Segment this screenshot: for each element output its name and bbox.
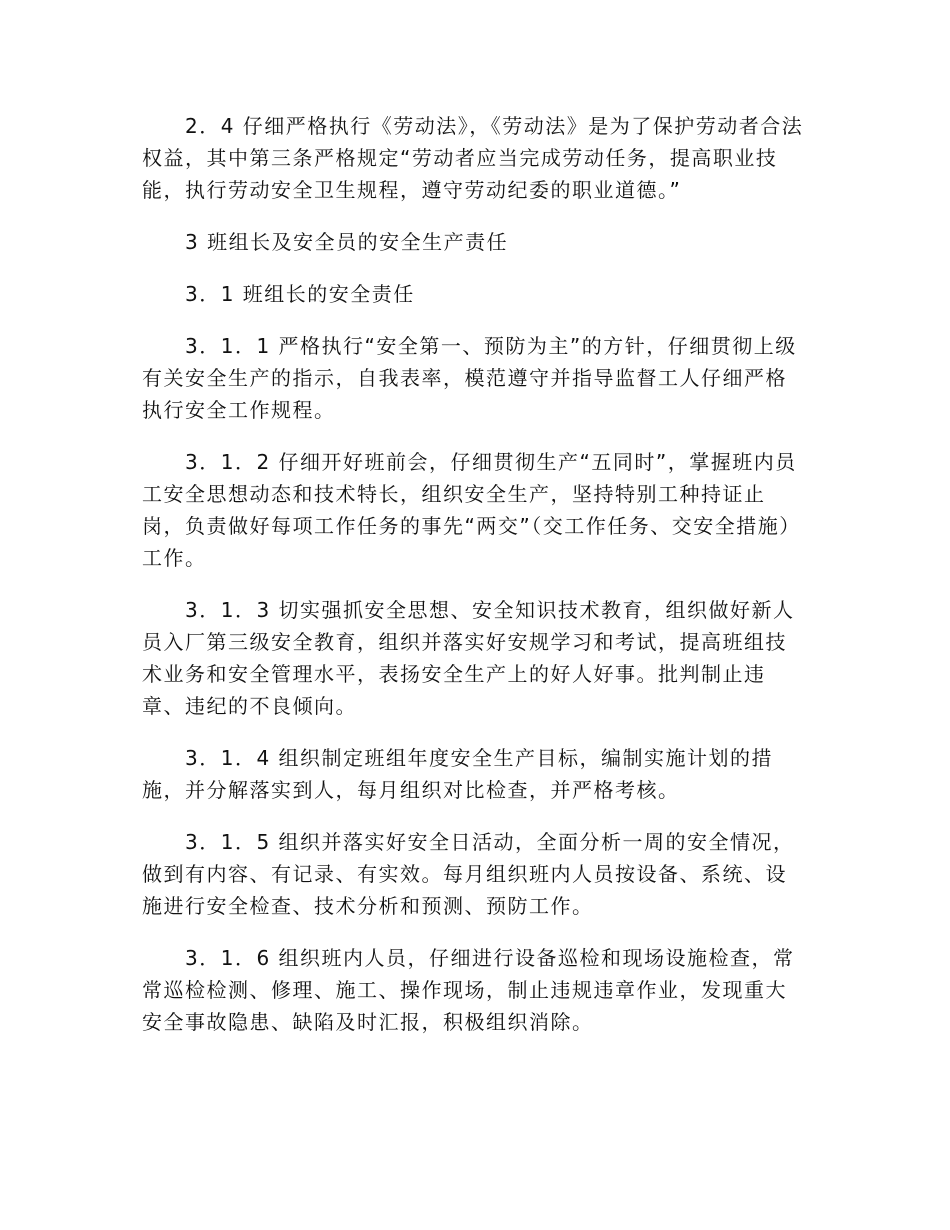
spacer — [142, 722, 808, 742]
spacer — [142, 310, 808, 330]
spacer — [142, 258, 808, 278]
paragraph-2-4: 2．4 仔细严格执行《劳动法》，《劳动法》是为了保护劳动者合法权益，其中第三条严格规定“劳动者应当完成劳动任务，提高职业技能，执行劳动安全卫生规程，遵守劳动纪委的职业道德。” — [142, 114, 804, 202]
section-heading-3-1: 3．1 班组长的安全责任 — [185, 282, 415, 306]
spacer — [142, 206, 808, 226]
spacer — [142, 806, 808, 826]
paragraph-3-1-2: 3．1．2 仔细开好班前会，仔细贯彻生产“五同时”，掌握班内员工安全思想动态和技术特长，组织安全生产，坚持特别工种持证止岗，负责做好每项工作任务的事先“两交”（交工作任务、交安全措施）工作。 — [142, 450, 801, 570]
spacer — [142, 426, 808, 446]
paragraph-3-1-3: 3．1．3 切实强抓安全思想、安全知识技术教育，组织做好新人员入厂第三级安全教育，组织并落实好安规学习和考试，提高班组技术业务和安全管理水平，表扬安全生产上的好人好事。批判制止违章、违纪的不良倾向。 — [142, 598, 795, 718]
paragraph-3-1-6: 3．1．6 组织班内人员，仔细进行设备巡检和现场设施检查，常常巡检检测、修理、施工、操作现场，制止违规违章作业，发现重大安全事故隐患、缺陷及时汇报，积极组织消除。 — [142, 946, 795, 1034]
spacer — [142, 574, 808, 594]
paragraph-3-1-5: 3．1．5 组织并落实好安全日活动，全面分析一周的安全情况，做到有内容、有记录、有实效。每月组织班内人员按设备、系统、设施进行安全检查、技术分析和预测、预防工作。 — [142, 830, 795, 918]
paragraph-3-1-1: 3．1．1 严格执行“安全第一、预防为主”的方针，仔细贯彻上级有关安全生产的指示，自我表率，模范遵守并指导监督工人仔细严格执行安全工作规程。 — [142, 334, 797, 422]
spacer — [142, 922, 808, 942]
paragraph-3-1-4: 3．1．4 组织制定班组年度安全生产目标，编制实施计划的措施，并分解落实到人，每月组织对比检查，并严格考核。 — [142, 746, 774, 802]
section-heading-3: 3 班组长及安全员的安全生产责任 — [185, 230, 509, 254]
